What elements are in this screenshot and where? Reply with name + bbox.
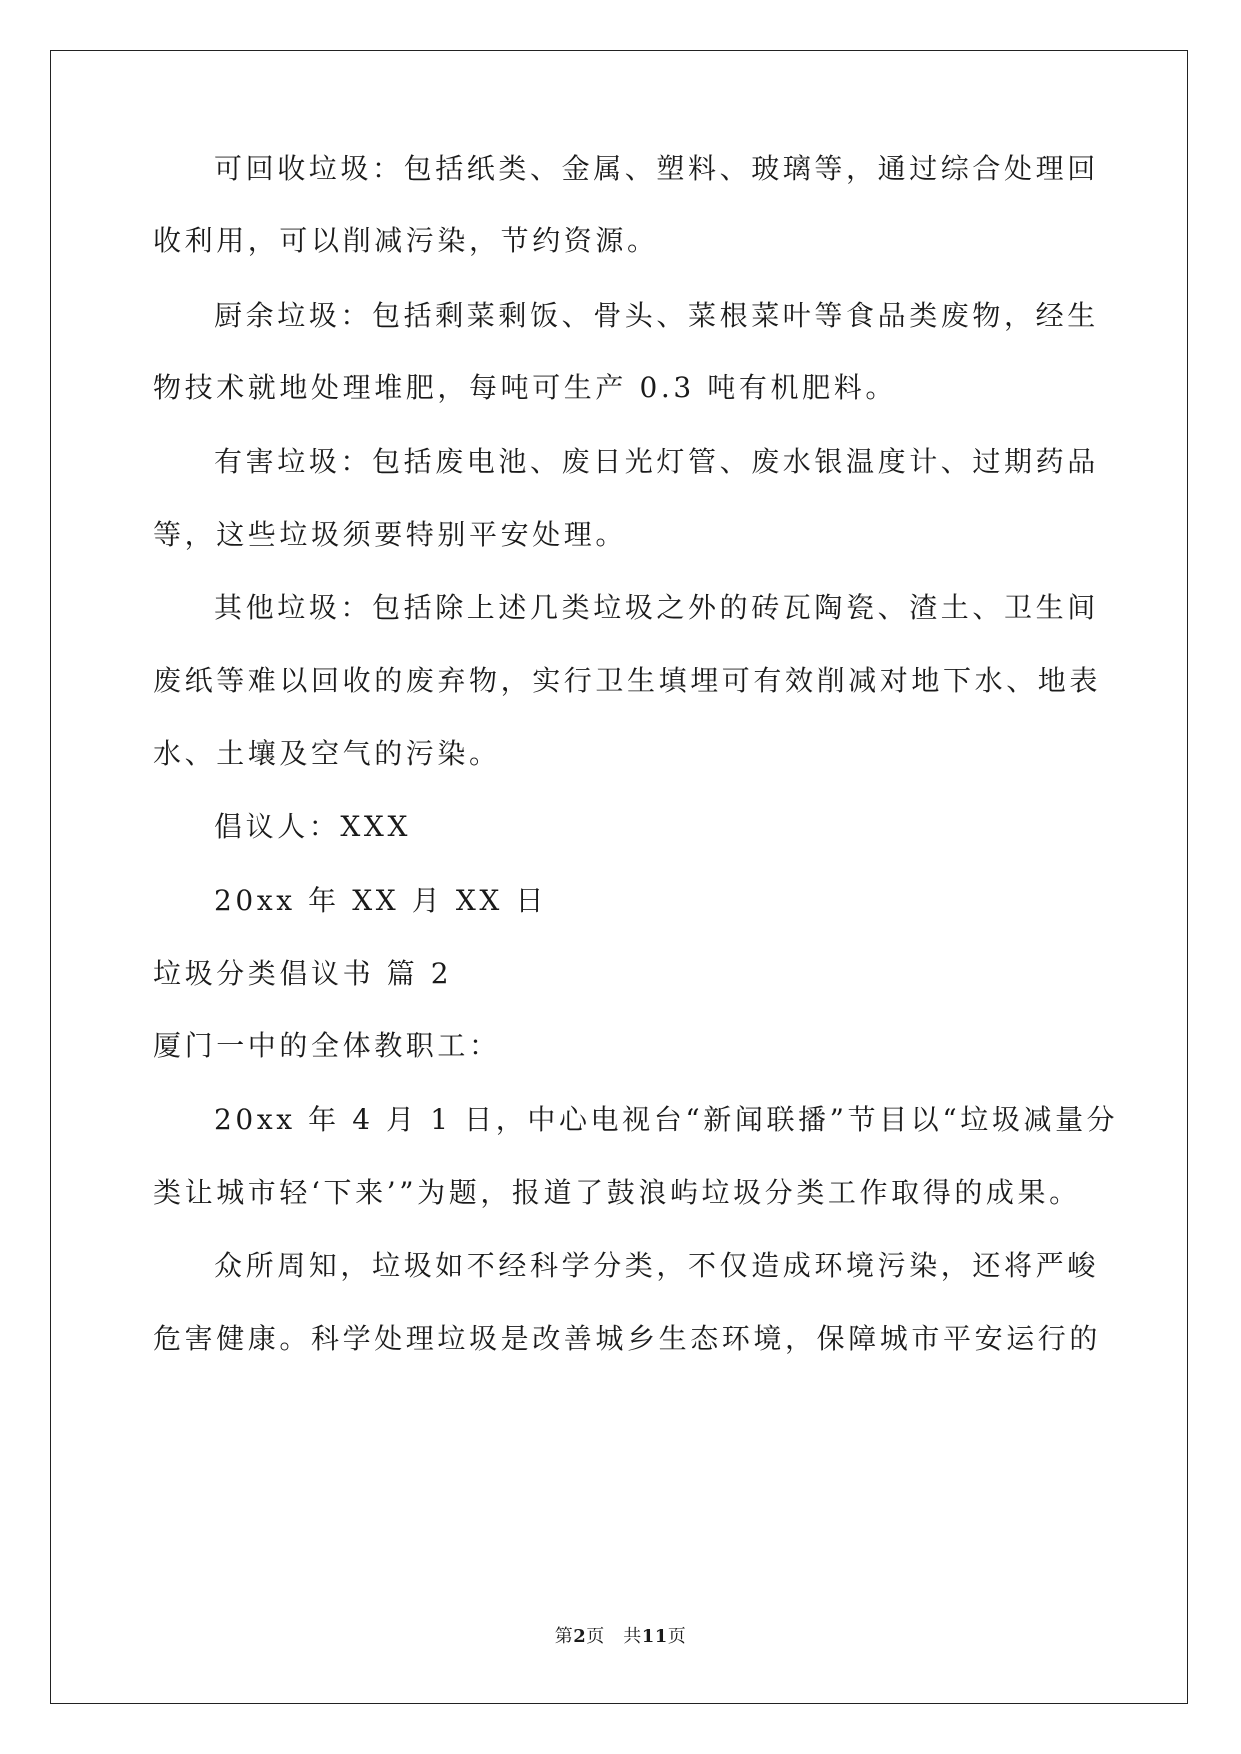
page-footer bbox=[0, 1626, 1241, 1648]
paragraph-recyclable-line-2: 收利用，可以削减污染，节约资源。 bbox=[153, 224, 659, 257]
footer-mid: 页 共 bbox=[586, 1626, 642, 1647]
footer-suffix: 页 bbox=[667, 1626, 687, 1647]
paragraph-other-line-3: 水、土壤及空气的污染。 bbox=[153, 737, 501, 770]
paragraph-hazardous-line-2: 等，这些垃圾须要特别平安处理。 bbox=[153, 518, 628, 551]
paragraph-health-line-2: 危害健康。科学处理垃圾是改善城乡生态环境，保障城市平安运行的 bbox=[153, 1322, 1102, 1355]
paragraph-hazardous-line-1: 有害垃圾：包括废电池、废日光灯管、废水银温度计、过期药品 bbox=[214, 445, 1099, 478]
footer-page-number: 2 bbox=[573, 1626, 587, 1647]
paragraph-kitchen-line-1: 厨余垃圾：包括剩菜剩饭、骨头、菜根菜叶等食品类废物，经生 bbox=[214, 299, 1099, 332]
section-heading: 垃圾分类倡议书 篇 2 bbox=[153, 957, 453, 990]
signature-date: 20xx 年 XX 月 XX 日 bbox=[214, 884, 548, 917]
paragraph-other-line-2: 废纸等难以回收的废弃物，实行卫生填埋可有效削减对地下水、地表 bbox=[153, 664, 1102, 697]
paragraph-recyclable-line-1: 可回收垃圾：包括纸类、金属、塑料、玻璃等，通过综合处理回 bbox=[214, 152, 1099, 185]
paragraph-other-line-1: 其他垃圾：包括除上述几类垃圾之外的砖瓦陶瓷、渣土、卫生间 bbox=[214, 591, 1099, 624]
salutation: 厦门一中的全体教职工： bbox=[153, 1029, 501, 1062]
paragraph-news-line-1: 20xx 年 4 月 1 日，中心电视台“新闻联播”节目以“垃圾减量分 bbox=[214, 1103, 1119, 1136]
paragraph-health-line-1: 众所周知，垃圾如不经科学分类，不仅造成环境污染，还将严峻 bbox=[214, 1249, 1099, 1282]
paragraph-kitchen-line-2: 物技术就地处理堆肥，每吨可生产 0.3 吨有机肥料。 bbox=[153, 371, 897, 404]
footer-total-pages: 11 bbox=[641, 1626, 668, 1647]
footer-prefix: 第 bbox=[554, 1626, 574, 1647]
signature-proposer: 倡议人：XXX bbox=[214, 810, 412, 843]
paragraph-news-line-2: 类让城市轻‘下来’”为题，报道了鼓浪屿垃圾分类工作取得的成果。 bbox=[153, 1176, 1081, 1209]
